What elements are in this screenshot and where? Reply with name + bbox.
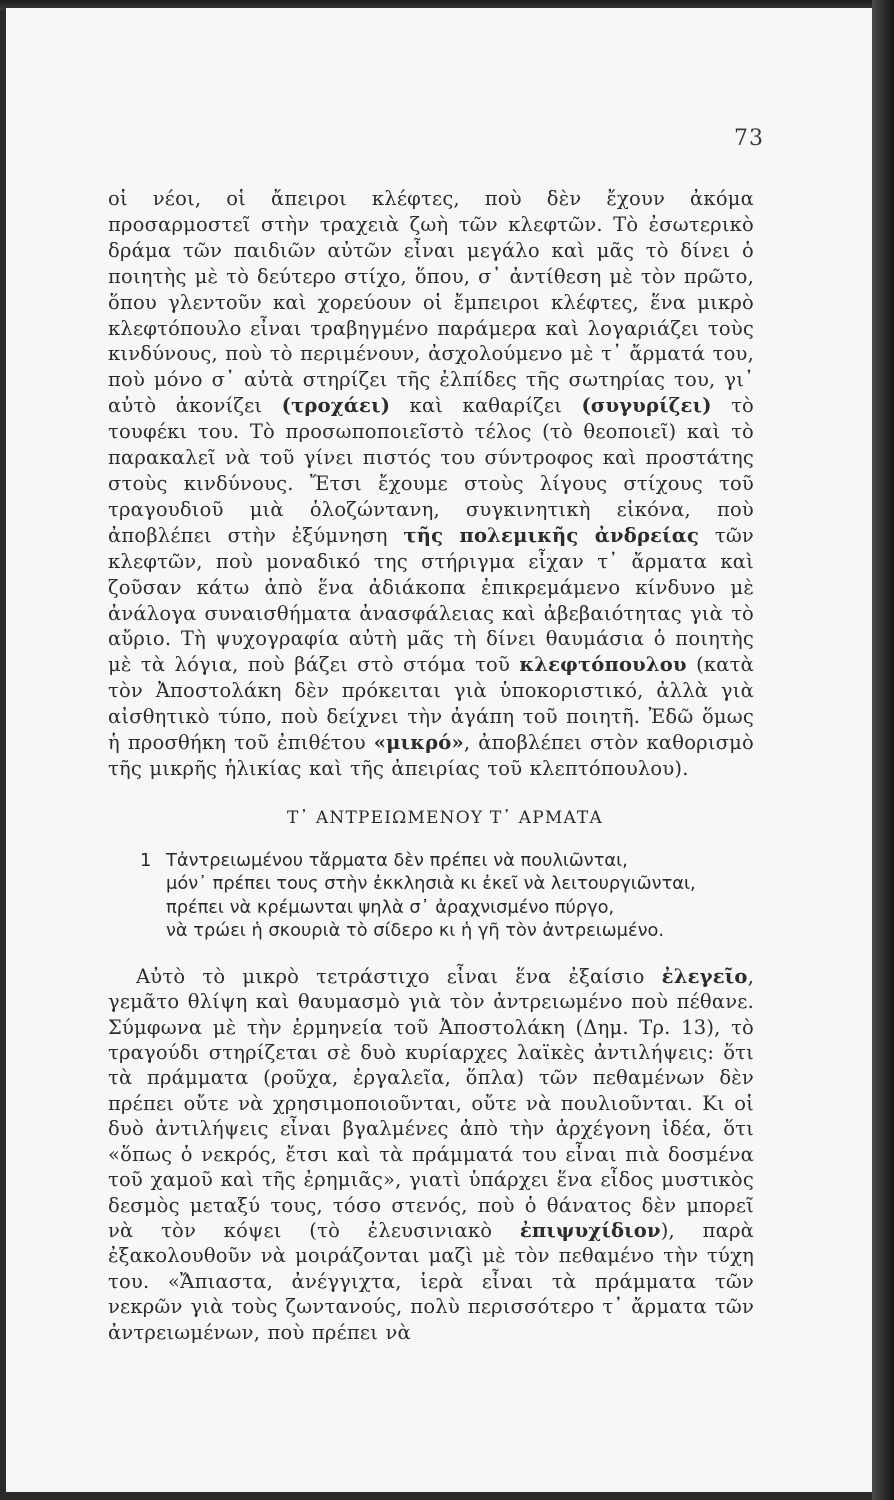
text-run: , γεμᾶτο θλίψη καὶ θαυμασμὸ γιὰ τὸν ἀντρειωμένο ποὺ πέθανε. Σύμφωνα μὲ τὴν ἑρμηνεία τοῦ Ἀποστολάκη (Δημ. Τρ. 13), τὸ τραγούδι στηρίζεται σὲ δυὸ κυρίαρχες λαϊκὲς ἀντιλήψεις: ὅτι τὰ πράμματα (ροῦχα, ἐργαλεῖα, ὅπλα) τῶν πεθαμένων δὲν πρέπει οὔτε νὰ χρησιμοποιοῦνται, οὔτε νὰ πουλιοῦνται. Κι οἱ δυὸ ἀντιλήψεις εἶναι βγαλμένες ἀπὸ τὴν ἀρχέγονη ἰδέα, ὅτι «ὅπως ὁ νεκρός, ἔτσι καὶ τὰ πράμματά του εἶναι πιὰ δοσμένα τοῦ χαμοῦ καὶ τῆς ἐρημιᾶς», γιατὶ ὑπάρχει ἕνα εἶδος μυστικὸς δεσμὸς μεταξύ τους, τόσο στενός, ποὺ ὁ θάνατος δὲν μπορεῖ νὰ τὸν κόψει (τὸ ἐλευσινιακὸ — [108, 964, 754, 1242]
bold-term: (τροχάει) — [281, 394, 391, 418]
verse-line: μόν᾽ πρέπει τους στὴν ἐκκλησιὰ κι ἐκεῖ νὰ λειτουργιῶνται, — [166, 873, 696, 895]
bold-term: ἐπιψυχίδιον — [519, 1218, 661, 1242]
verse-line: νὰ τρώει ἡ σκουριὰ τὸ σίδερο κι ἡ γῆ τὸν ἀντρειωμένο. — [166, 920, 665, 942]
text-run: ), παρὰ ἐξακολουθοῦν νὰ μοιράζονται μαζὶ μὲ τὸν πεθαμένο τὴν τύχη του. «Ἄπιαστα, ἀνέγγιχτα, ἱερὰ εἶναι τὰ πράμματα τῶν νεκρῶν γιὰ τοὺς ζωντανούς, πολὺ περισσότερο τ᾽ ἄρματα τῶν ἀντρειωμένων, ποὺ πρέπει νὰ — [108, 1218, 754, 1344]
text-run: τῶν κλεφτῶν, ποὺ μοναδικό της στήριγμα εἶχαν τ᾽ ἄρματα καὶ ζοῦσαν κάτω ἀπὸ ἕνα ἀδιάκοπα ἐπικρεμάμενο κίνδυνο μὲ ἀνάλογα συναισθήματα ἀνασφάλειας καὶ ἀβεβαιότητας γιὰ τὸ αὔριο. Τὴ ψυχογραφία αὐτὴ μᾶς τὴ δίνει θαυμάσια ὁ ποιητὴς μὲ τὰ λόγια, ποὺ βάζει στὸ στόμα τοῦ — [108, 523, 754, 677]
text-run: τὸ τουφέκι του. Τὸ προσωποποιεῖστὸ τέλος (τὸ θεοποιεῖ) καὶ τὸ παρακαλεῖ νὰ τοῦ γίνει πιστός του σύντροφος καὶ προστάτης στοὺς κινδύνους. Ἔτσι ἔχουμε στοὺς λίγους στίχους τοῦ τραγουδιοῦ μιὰ ὁλοζώντανη, συγκινητικὴ εἰκόνα, ποὺ ἀποβλέπει στὴν ἐξύμνηση — [108, 394, 754, 547]
bold-term: «μικρό» — [373, 731, 464, 755]
text-run: Αὐτὸ τὸ μικρὸ τετράστιχο εἶναι ἕνα ἐξαίσιο — [136, 964, 662, 988]
song-verse — [108, 849, 754, 943]
bold-term: τῆς πολεμικῆς ἀνδρείας — [403, 523, 700, 547]
text-run: , ἀποβλέπει στὸν καθορισμὸ τῆς μικρῆς ἡλικίας καὶ τῆς ἀπειρίας τοῦ κλεπτόπουλου). — [108, 731, 754, 780]
bold-term: κλεφτόπουλου — [519, 653, 687, 677]
song-title: Τ᾽ ΑΝΤΡΕΙΩΜΕΝΟΥ Τ᾽ ΑΡΜΑΤΑ — [287, 807, 603, 828]
verse-line: Τἀντρειωμένου τἄρματα δὲν πρέπει νὰ πουλιῶνται, — [166, 849, 628, 871]
scan-right-edge — [872, 0, 894, 1500]
bold-term: (συγυρίζει) — [581, 394, 712, 418]
text-run: (κατὰ τὸν Ἀποστολάκη δὲν πρόκειται γιὰ ὑποκοριστικό, ἀλλὰ γιὰ αἰσθητικὸ τύπο, ποὺ δείχνει τὴν ἀγάπη τοῦ ποιητῆ. Ἐδῶ ὅμως ἡ προσθήκη τοῦ ἐπιθέτου — [108, 653, 754, 755]
commentary-paragraph-1 — [108, 186, 754, 782]
book-page — [6, 8, 872, 1492]
page-number: 73 — [734, 126, 764, 151]
bold-term: ἐλεγεῖο — [661, 964, 748, 988]
verse-line: πρέπει νὰ κρέμωνται ψηλὰ σ᾽ ἀραχνισμένο πύργο, — [166, 896, 615, 918]
text-run: οἱ νέοι, οἱ ἄπειροι κλέφτες, ποὺ δὲν ἔχουν ἀκόμα προσαρμοστεῖ στὴν τραχειὰ ζωὴ τῶν κλεφτῶν. Τὸ ἐσωτερικὸ δράμα τῶν παιδιῶν αὐτῶν εἶναι μεγάλο καὶ μᾶς τὸ δίνει ὁ ποιητὴς μὲ τὸ δεύτερο στίχο, ὅπου, σ᾽ ἀντίθεση μὲ τὸν πρῶτο, ὅπου γλεντοῦν καὶ χορεύουν οἱ ἔμπειροι κλέφτες, ἕνα μικρὸ κλεφτόπουλο εἶναι τραβηγμένο παράμερα καὶ λογαριάζει τοὺς κινδύνους, ποὺ τὸ περιμένουν, ἀσχολούμενο μὲ τ᾽ ἄρματά του, ποὺ μόνο σ᾽ αὐτὰ στηρίζει τῆς ἐλπίδες τῆς σωτηρίας του, γι᾽ αὐτὸ ἀκονίζει — [108, 187, 754, 418]
main-text — [108, 186, 754, 1345]
text-run: καὶ καθαρίζει — [390, 394, 582, 418]
commentary-paragraph-2 — [108, 964, 754, 1345]
verse-number: 1 — [140, 849, 152, 871]
